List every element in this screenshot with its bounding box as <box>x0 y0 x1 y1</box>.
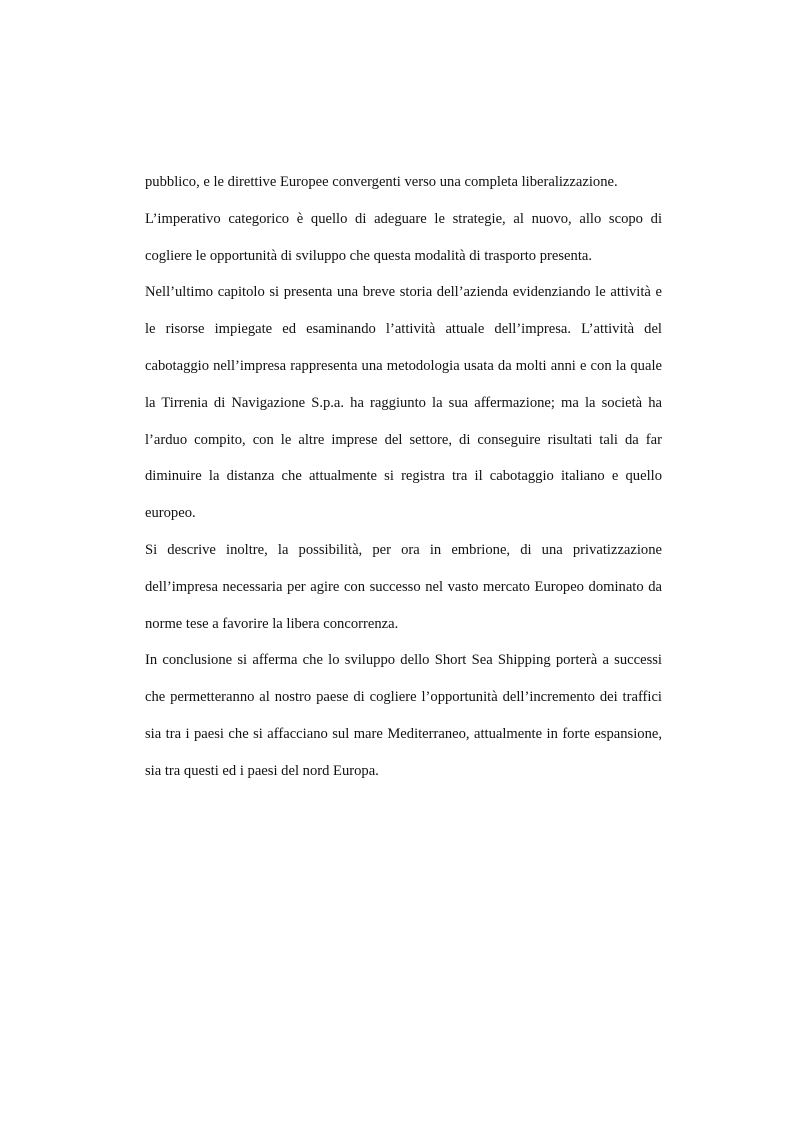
paragraph-ultimo-capitolo: Nell’ultimo capitolo si presenta una breve storia dell’azienda evidenziando le attività e le risorse impiegate ed esaminando l’attività attuale dell’impresa. L’attività del cabotaggio nell’impresa rappresenta una metodologia usata da molti anni e con la quale la Tirrenia di Navigazione S.p.a. ha raggiunto la sua affermazione; ma la società ha l’arduo compito, con le altre imprese del settore, di conseguire risultati tali da far diminuire la distanza che attualmente si registra tra il cabotaggio italiano e quello europeo. <box>145 284 662 522</box>
paragraph-privatizzazione: Si descrive inoltre, la possibilità, per ora in embrione, di una privatizzazione dell’impresa necessaria per agire con successo nel vasto mercato Europeo dominato da norme tese a favorire la libera concorrenza. <box>145 541 662 632</box>
paragraph-imperativo: L’imperativo categorico è quello di adeguare le strategie, al nuovo, allo scopo di cogliere le opportunità di sviluppo che questa modalità di trasporto presenta. <box>145 210 662 264</box>
body-text <box>145 164 662 790</box>
paragraph-liberalizzazione: pubblico, e le direttive Europee convergenti verso una completa liberalizzazione. <box>145 174 618 190</box>
paragraph-conclusione: In conclusione si afferma che lo sviluppo dello Short Sea Shipping porterà a successi che permetteranno al nostro paese di cogliere l’opportunità dell’incremento dei traffici sia tra i paesi che si affacciano sul mare Mediterraneo, attualmente in forte espansione, sia tra questi ed i paesi del nord Europa. <box>145 652 662 779</box>
